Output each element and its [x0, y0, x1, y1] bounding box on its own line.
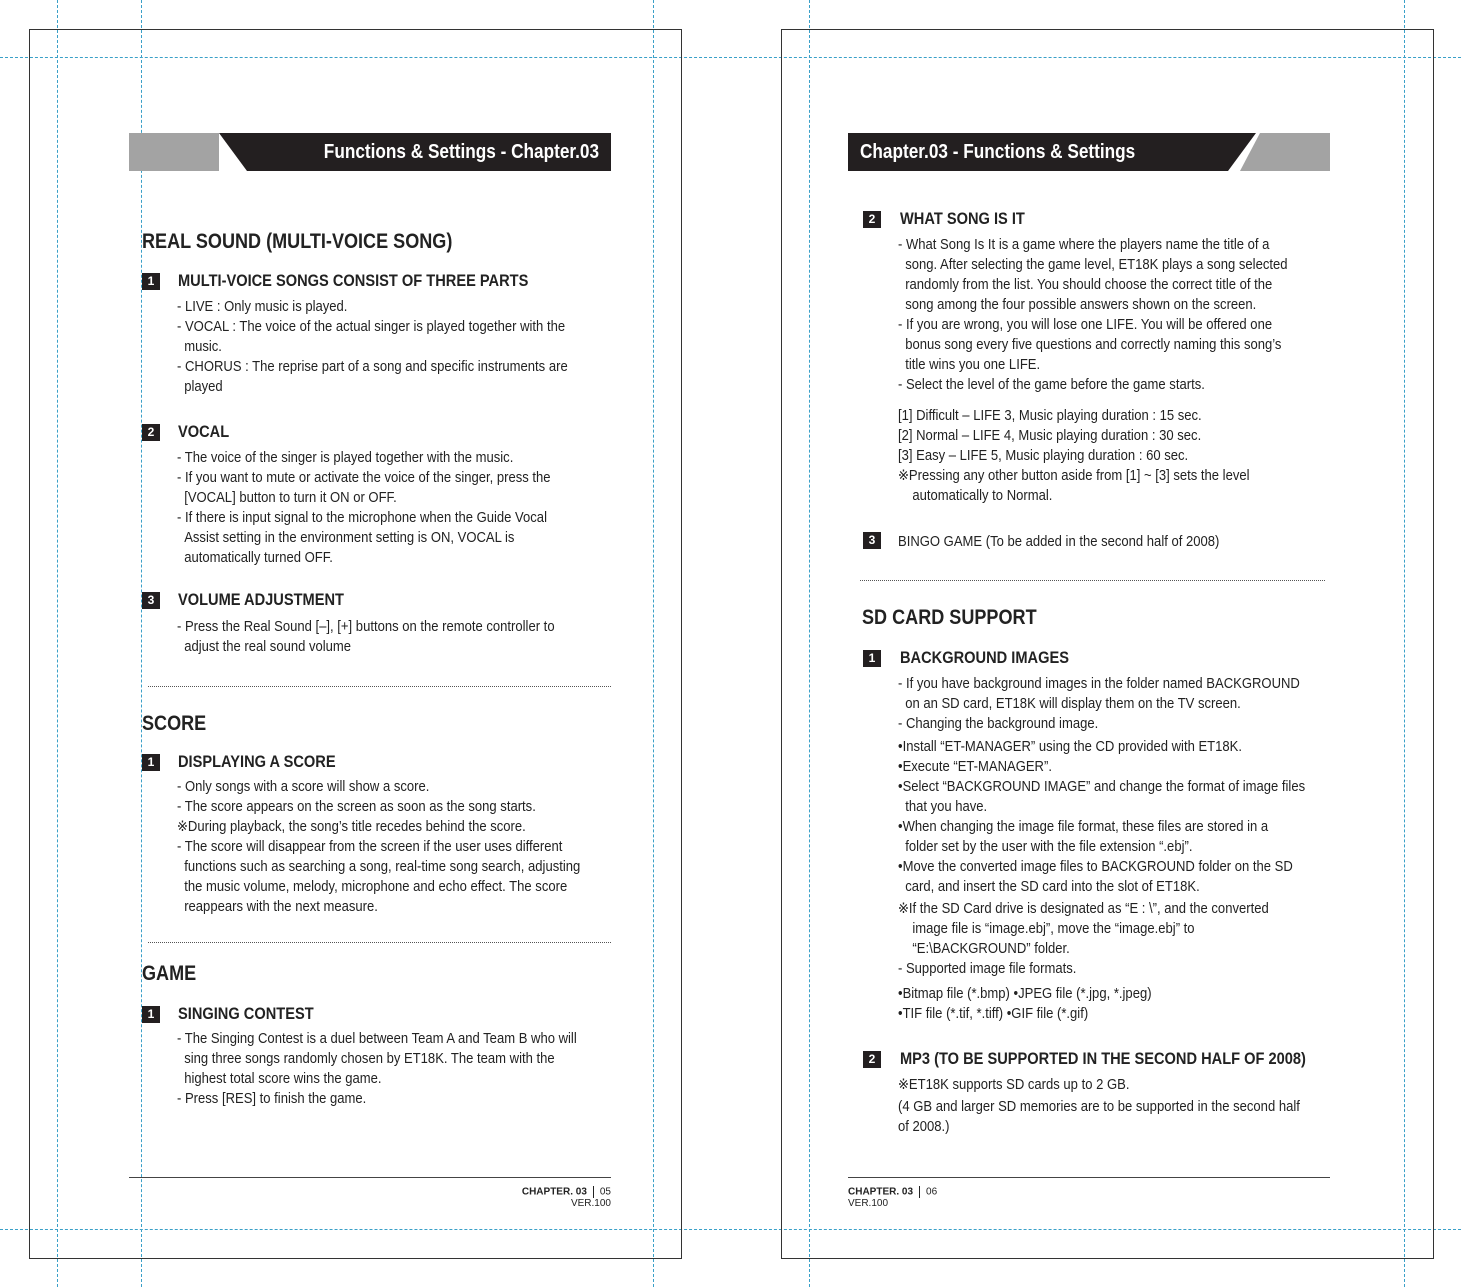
- text-line: •Move the converted image files to BACKGROUND folder on the SD: [898, 859, 1293, 875]
- text-line: randomly from the list. You should choose the correct title of the: [905, 277, 1273, 293]
- right-header-banner: [848, 133, 1330, 171]
- text-line: •Select “BACKGROUND IMAGE” and change the format of image files: [898, 779, 1306, 795]
- text-line: functions such as searching a song, real-time song search, adjusting: [184, 859, 581, 875]
- text-line: - If you are wrong, you will lose one LIFE. You will be offered one: [898, 317, 1273, 333]
- section-title-sd-card: SD CARD SUPPORT: [862, 606, 1037, 629]
- text-line: song. After selecting the game level, ET18K plays a song selected: [905, 257, 1288, 273]
- footer-rule: [848, 1177, 1330, 1178]
- section-title-game: GAME: [142, 962, 197, 985]
- text-line: - The Singing Contest is a duel between Team A and Team B who will: [177, 1031, 577, 1047]
- text-line: adjust the real sound volume: [184, 639, 352, 655]
- page-number: 05: [599, 1186, 611, 1198]
- text-line: - Supported image file formats.: [898, 961, 1077, 977]
- text-line: song among the four possible answers shown on the screen.: [905, 297, 1257, 313]
- bingo-text: BINGO GAME (To be added in the second half of 2008): [898, 534, 1220, 550]
- background-steps-list: [898, 737, 1305, 897]
- text-line: Assist setting in the environment setting is ON, VOCAL is: [184, 530, 515, 546]
- footer-version: VER.100: [848, 1198, 889, 1209]
- right-header-title: Chapter.03 - Functions & Settings: [860, 141, 1136, 163]
- text-line: - Select the level of the game before the game starts.: [898, 377, 1205, 393]
- volume-text: [177, 617, 555, 657]
- text-line: image file is “image.ebj”, move the “image.ebj” to: [912, 921, 1195, 937]
- left-header-banner: [129, 133, 611, 171]
- item-number: 2: [863, 1051, 881, 1068]
- text-line: ※If the SD Card drive is designated as “E : \”, and the converted: [898, 901, 1269, 917]
- text-line: - If you have background images in the folder named BACKGROUND: [898, 676, 1300, 692]
- vocal-text: [177, 448, 551, 568]
- text-line: “E:\BACKGROUND” folder.: [912, 941, 1070, 957]
- text-line: title wins you one LIFE.: [905, 357, 1041, 373]
- text-line: - LIVE : Only music is played.: [177, 299, 348, 315]
- item-number: 1: [142, 754, 160, 771]
- footer-version: VER.100: [570, 1198, 611, 1209]
- footer-rule: [129, 1177, 611, 1178]
- subsection-title-vocal: VOCAL: [178, 422, 230, 441]
- background-note-text: [898, 899, 1269, 979]
- mp3-text: [898, 1075, 1300, 1137]
- text-line: that you have.: [905, 799, 988, 815]
- subsection-title-singing-contest: SINGING CONTEST: [178, 1004, 314, 1023]
- subsection-title-volume: VOLUME ADJUSTMENT: [178, 590, 344, 609]
- singing-contest-text: [177, 1029, 577, 1109]
- text-line: •Execute “ET-MANAGER”.: [898, 759, 1052, 775]
- multi-voice-text: [177, 297, 568, 397]
- text-line: card, and insert the SD card into the slot of ET18K.: [905, 879, 1200, 895]
- text-line: - If there is input signal to the microphone when the Guide Vocal: [177, 510, 547, 526]
- left-header-title: Functions & Settings - Chapter.03: [323, 141, 599, 163]
- text-line: [2] Normal – LIFE 4, Music playing duration : 30 sec.: [898, 428, 1202, 444]
- text-line: ※ET18K supports SD cards up to 2 GB.: [898, 1077, 1130, 1093]
- text-line: - VOCAL : The voice of the actual singer is played together with the: [177, 319, 566, 335]
- text-line: •When changing the image file format, these files are stored in a: [898, 819, 1269, 835]
- subsection-title-multi-voice: MULTI-VOICE SONGS CONSIST OF THREE PARTS: [178, 271, 529, 290]
- image-formats-list: [898, 984, 1152, 1024]
- text-line: - The score will disappear from the screen if the user uses different: [177, 839, 563, 855]
- subsection-title-mp3: MP3 (TO BE SUPPORTED IN THE SECOND HALF OF 2008): [900, 1049, 1306, 1068]
- text-line: ※Pressing any other button aside from [1] ~ [3] sets the level: [898, 468, 1250, 484]
- text-line: - Changing the background image.: [898, 716, 1099, 732]
- text-line: highest total score wins the game.: [184, 1071, 382, 1087]
- text-line: [1] Difficult – LIFE 3, Music playing duration : 15 sec.: [898, 408, 1202, 424]
- text-line: - Only songs with a score will show a score.: [177, 779, 430, 795]
- text-line: music.: [184, 339, 222, 355]
- left-footer: [522, 1186, 611, 1209]
- text-line: - If you want to mute or activate the voice of the singer, press the: [177, 470, 551, 486]
- text-line: - What Song Is It is a game where the players name the title of a: [898, 237, 1270, 253]
- text-line: sing three songs randomly chosen by ET18K. The team with the: [184, 1051, 555, 1067]
- what-song-text: [898, 235, 1288, 395]
- text-line: reappears with the next measure.: [184, 899, 378, 915]
- text-line: ※During playback, the song’s title recedes behind the score.: [177, 819, 526, 835]
- text-line: played: [184, 379, 223, 395]
- item-number: 3: [863, 532, 881, 549]
- game-levels-list: [898, 406, 1250, 506]
- text-line: [3] Easy – LIFE 5, Music playing duration : 60 sec.: [898, 448, 1189, 464]
- divider: [860, 580, 1325, 581]
- item-number: 1: [142, 1006, 160, 1023]
- text-line: •TIF file (*.tif, *.tiff) •GIF file (*.gif): [898, 1006, 1089, 1022]
- text-line: the music volume, melody, microphone and echo effect. The score: [184, 879, 568, 895]
- page-number: 06: [926, 1186, 938, 1198]
- divider: [148, 942, 611, 943]
- text-line: •Bitmap file (*.bmp) •JPEG file (*.jpg, *.jpeg): [898, 986, 1152, 1002]
- item-number: 3: [142, 592, 160, 609]
- section-title-score: SCORE: [142, 712, 207, 735]
- subsection-title-what-song: WHAT SONG IS IT: [900, 209, 1025, 228]
- footer-chapter: CHAPTER. 03: [521, 1186, 587, 1198]
- section-title-real-sound: REAL SOUND (MULTI-VOICE SONG): [142, 230, 453, 253]
- text-line: automatically turned OFF.: [184, 550, 333, 566]
- text-line: bonus song every five questions and correctly naming this song’s: [905, 337, 1282, 353]
- text-line: - Press the Real Sound [–], [+] buttons on the remote controller to: [177, 619, 555, 635]
- text-line: on an SD card, ET18K will display them on the TV screen.: [905, 696, 1241, 712]
- text-line: - The voice of the singer is played together with the music.: [177, 450, 514, 466]
- text-line: (4 GB and larger SD memories are to be supported in the second half: [898, 1099, 1300, 1115]
- subsection-title-background-images: BACKGROUND IMAGES: [900, 648, 1069, 667]
- text-line: automatically to Normal.: [912, 488, 1053, 504]
- divider: [148, 686, 611, 687]
- item-number: 1: [142, 273, 160, 290]
- footer-chapter: CHAPTER. 03: [848, 1186, 914, 1198]
- score-text: [177, 777, 580, 917]
- text-line: - The score appears on the screen as soon as the song starts.: [177, 799, 536, 815]
- text-line: •Install “ET-MANAGER” using the CD provided with ET18K.: [898, 739, 1242, 755]
- item-number: 2: [863, 211, 881, 228]
- item-number: 2: [142, 424, 160, 441]
- item-number: 1: [863, 650, 881, 667]
- text-line: - CHORUS : The reprise part of a song and specific instruments are: [177, 359, 568, 375]
- text-line: - Press [RES] to finish the game.: [177, 1091, 367, 1107]
- text-line: of 2008.): [898, 1119, 950, 1135]
- background-intro-text: [898, 674, 1300, 734]
- text-line: folder set by the user with the file extension “.ebj”.: [905, 839, 1193, 855]
- subsection-title-displaying-score: DISPLAYING A SCORE: [178, 752, 336, 771]
- text-line: [VOCAL] button to turn it ON or OFF.: [184, 490, 397, 506]
- right-footer: [848, 1186, 937, 1209]
